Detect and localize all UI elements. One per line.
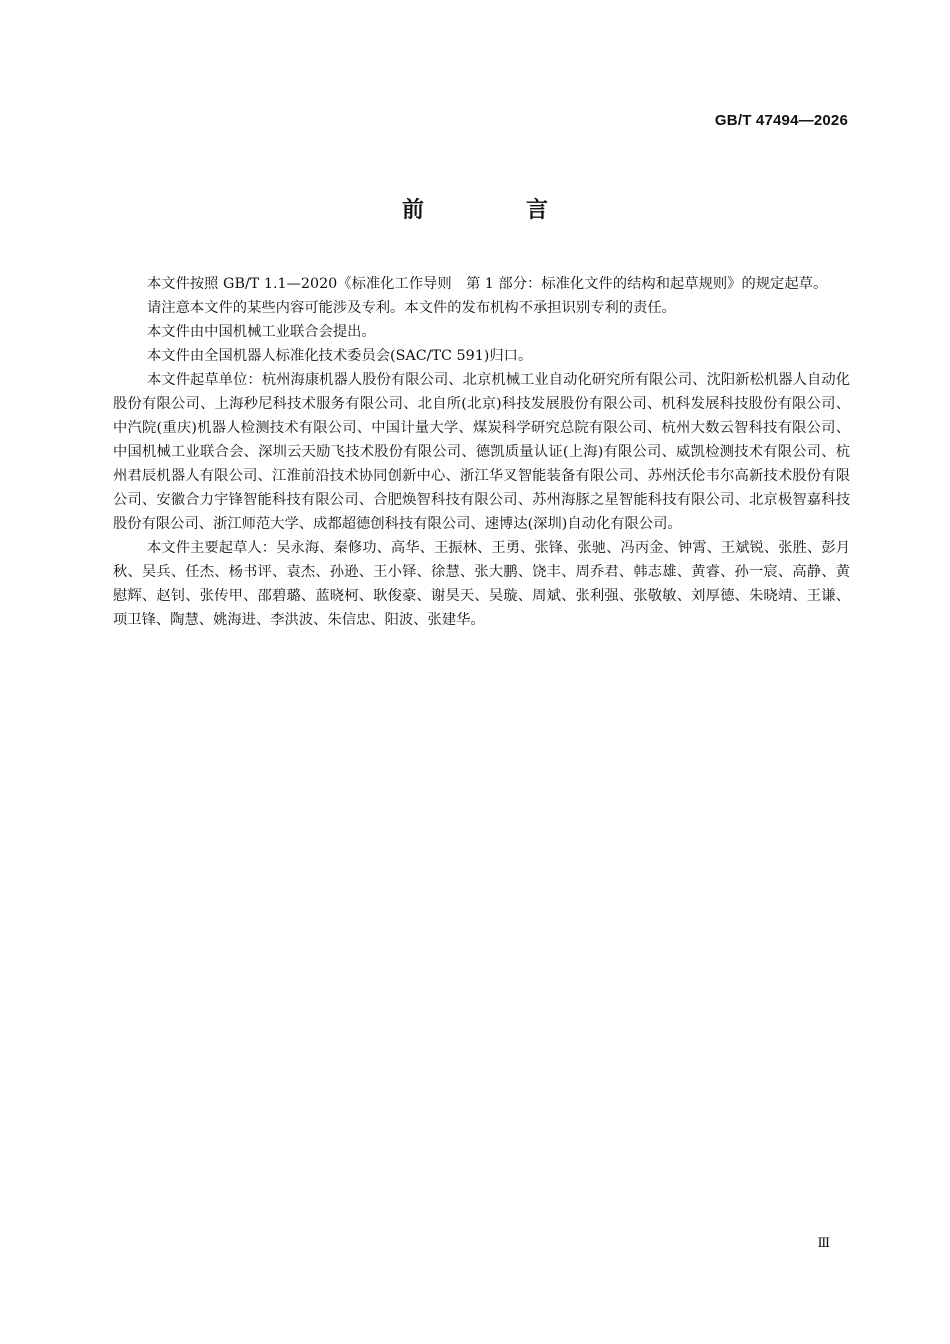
- paragraph-responsible-committee: 本文件由全国机器人标准化技术委员会(SAC/TC 591)归口。: [147, 348, 533, 364]
- page-number: Ⅲ: [817, 1236, 830, 1251]
- standard-number: GB/T 47494—2026: [714, 112, 848, 129]
- paragraph-drafting-organizations: 本文件起草单位：杭州海康机器人股份有限公司、北京机械工业自动化研究所有限公司、沈阳新松机器人自动化股份有限公司、上海秒尼科技术服务有限公司、北自所(北京)科技发展股份有限公司、机科发展科技股份有限公司、中汽院(重庆)机器人检测技术有限公司、中国计量大学、煤炭科学研究总院有限公司、杭州大数云智科技有限公司、中国机械工业联合会、深圳云天励飞技术股份有限公司、德凯质量认证(上海)有限公司、威凯检测技术有限公司、杭州君辰机器人有限公司、江淮前沿技术协同创新中心、浙江华叉智能装备有限公司、苏州沃伦韦尔高新技术股份有限公司、安徽合力宇锋智能科技有限公司、合肥焕智科技有限公司、苏州海豚之星智能科技有限公司、北京极智嘉科技股份有限公司、浙江师范大学、成都超德创科技有限公司、速博达(深圳)自动化有限公司。: [113, 372, 850, 532]
- paragraph-patent-notice: 请注意本文件的某些内容可能涉及专利。本文件的发布机构不承担识别专利的责任。: [147, 300, 676, 316]
- foreword-body: [113, 272, 850, 632]
- paragraph-proposer: 本文件由中国机械工业联合会提出。: [147, 324, 376, 340]
- paragraph-main-drafters: 本文件主要起草人：吴永海、秦修功、高华、王振林、王勇、张锋、张驰、冯丙金、钟霄、王斌锐、张胜、彭月秋、吴兵、任杰、杨书评、袁杰、孙逊、王小铎、徐慧、张大鹏、饶丰、周乔君、韩志雄、黄睿、孙一宸、高静、黄慰辉、赵钊、张传甲、邵碧璐、蓝晓柯、耿俊豪、谢昊天、吴璇、周斌、张利强、张敬敏、刘厚德、朱晓靖、王谦、项卫锋、陶慧、姚海进、李洪波、朱信忠、阳波、张建华。: [113, 540, 850, 628]
- section-title: 前 言: [401, 198, 588, 223]
- paragraph-drafting-rules: 本文件按照 GB/T 1.1—2020《标准化工作导则 第 1 部分：标准化文件的结构和起草规则》的规定起草。: [147, 276, 828, 292]
